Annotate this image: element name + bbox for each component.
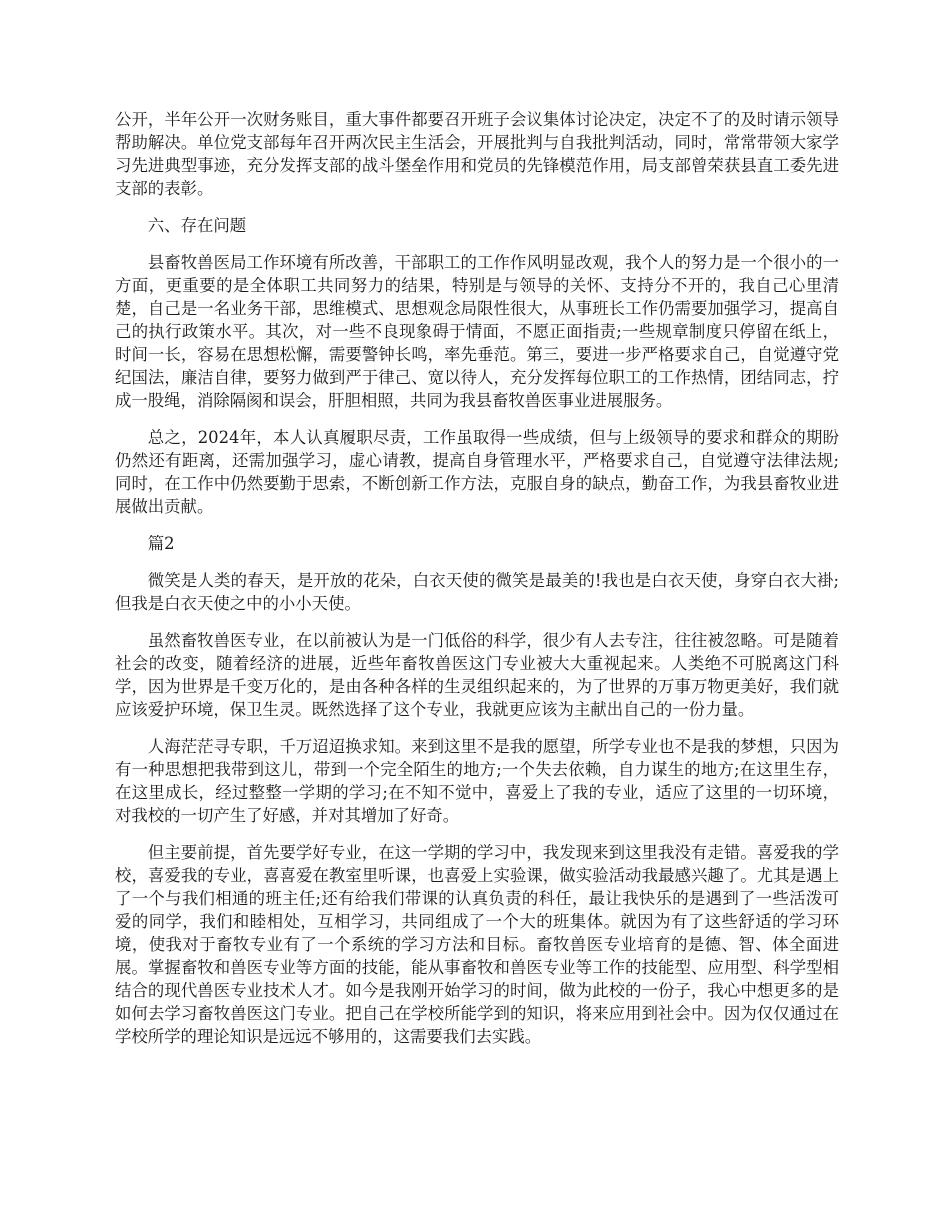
paragraph-problems: 县畜牧兽医局工作环境有所改善，干部职工的工作作风明显改观，我个人的努力是一个很小的一方面，更重要的是全体职工共同努力的结果，特别是与领导的关怀、支持分不开的，我自己心里清楚，自己是一名业务干部，思维模式、思想观念局限性很大，从事班长工作仍需要加强学习，提高自己的执行政策水平。其次，对一些不良现象碍于情面，不愿正面指责;一些规章制度只停留在纸上，时间一长，容易在思想松懈，需要警钟长鸣，率先垂范。第三，要进一步严格要求自己，自觉遵守党纪国法，廉洁自律，要努力做到严于律己、宽以待人，充分发挥每位职工的工作热情，团结同志，拧成一股绳，消除隔阂和误会，肝胆相照，共同为我县畜牧兽医事业进展服务。 bbox=[115, 253, 839, 410]
section-heading-part-2: 篇2 bbox=[147, 534, 175, 553]
paragraph-party-branch: 公开，半年公开一次财务账目，重大事件都要召开班子会议集体讨论决定，决定不了的及时请示领导帮助解决。单位党支部每年召开两次民主生活会，开展批判与自我批判活动，同时，常常带领大家学习先进典型事迹，充分发挥支部的战斗堡垒作用和党员的先锋模范作用，局支部曾荣获县直工委先进支部的表彰。 bbox=[115, 110, 839, 198]
paragraph-study: 但主要前提，首先要学好专业，在这一学期的学习中，我发现来到这里我没有走错。喜爱我的学校，喜爱我的专业，喜喜爱在教室里听课，也喜爱上实验课，做实验活动我最感兴趣了。尤其是遇上了一个与我们相通的班主任;还有给我们带课的认真负责的科任，最让我快乐的是遇到了一些活泼可爱的同学，我们和睦相处，互相学习，共同组成了一个大的班集体。就因为有了这些舒适的学习环境，使我对于畜牧专业有了一个系统的学习方法和目标。畜牧兽医专业培育的是德、智、体全面进展。掌握畜牧和兽医专业等方面的技能，能从事畜牧和兽医专业等工作的技能型、应用型、科学型相结合的现代兽医专业技术人才。如今是我刚开始学习的时间，做为此校的一份子，我心中想更多的是如何去学习畜牧兽医这门专业。把自己在学校所能学到的知识，将来应用到社会中。因为仅仅通过在学校所学的理论知识是远远不够用的，这需要我们去实践。 bbox=[115, 843, 839, 1046]
document-page bbox=[115, 108, 839, 1062]
paragraph-smile: 微笑是人类的春天，是开放的花朵，白衣天使的微笑是最美的!我也是白衣天使，身穿白衣大褂;但我是白衣天使之中的小小天使。 bbox=[115, 571, 839, 613]
paragraph-major-importance: 虽然畜牧兽医专业，在以前被认为是一门低俗的科学，很少有人去专注，往往被忽略。可是随着社会的改变，随着经济的进展，近些年畜牧兽医这门专业被大大重视起来。人类绝不可脱离这门科学，因为世界是千变万化的，是由各种各样的生灵组织起来的，为了世界的万事万物更美好，我们就应该爱护环境，保卫生灵。既然选择了这个专业，我就更应该为主献出自己的一份力量。 bbox=[115, 631, 839, 719]
paragraph-arrival: 人海茫茫寻专职，千万迢迢换求知。来到这里不是我的愿望，所学专业也不是我的梦想，只因为有一种思想把我带到这儿，带到一个完全陌生的地方;一个失去依赖，自力谋生的地方;在这里生存，在这里成长，经过整整一学期的学习;在不知不觉中，喜爱上了我的专业，适应了这里的一切环境，对我校的一切产生了好感，并对其增加了好奇。 bbox=[115, 737, 839, 825]
section-heading-problems: 六、存在问题 bbox=[147, 216, 247, 235]
paragraph-summary: 总之，2024年，本人认真履职尽责，工作虽取得一些成绩，但与上级领导的要求和群众的期盼仍然还有距离，还需加强学习，虚心请教，提高自身管理水平，严格要求自己，自觉遵守法律法规;同时，在工作中仍然要勤于思索，不断创新工作方法，克服自身的缺点，勤奋工作，为我县畜牧业进展做出贡献。 bbox=[115, 428, 839, 516]
